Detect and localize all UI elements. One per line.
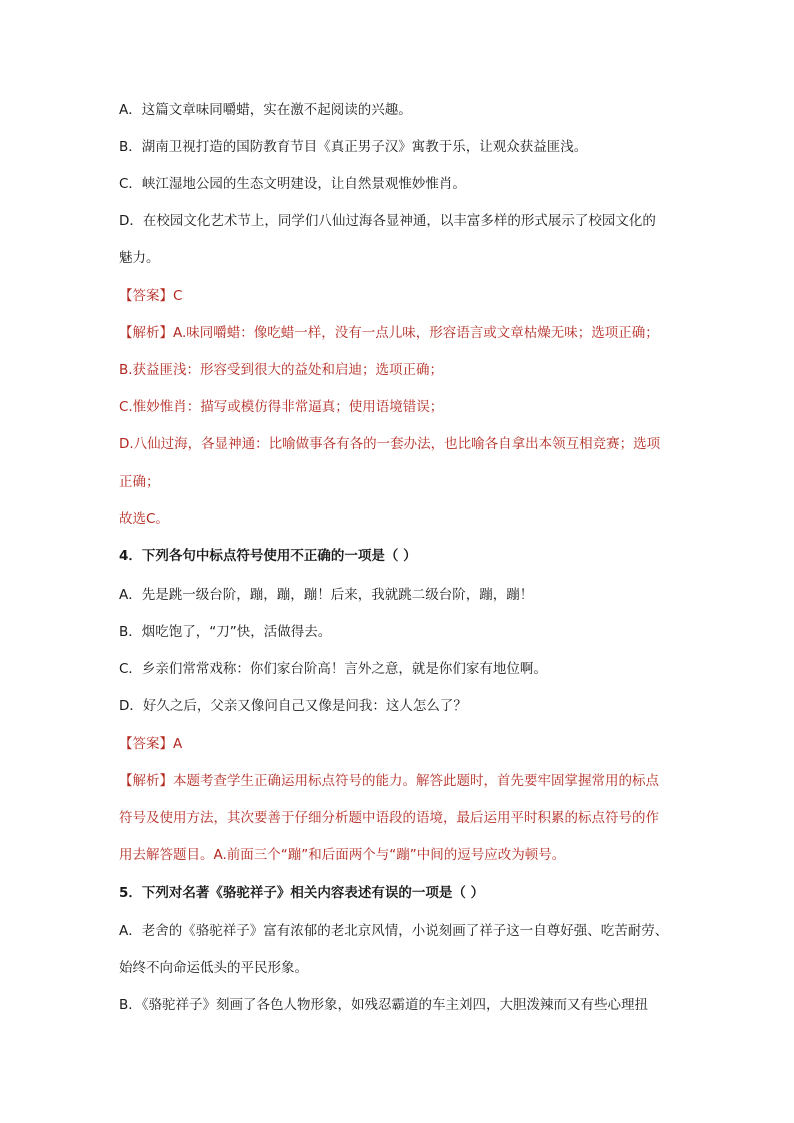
option-b-line: B．《骆驼祥子》刻画了各色人物形象，如残忍霸道的车主刘四，大胆泼辣而又有些心理扭: [119, 997, 649, 1013]
option-b-line: B．烟吃饱了，“刀”快，活做得去。: [119, 624, 332, 640]
analysis-line: 正确；: [119, 474, 160, 490]
analysis-line: 用去解答题目。A.前面三个“蹦”和后面两个与“蹦”中间的逗号应改为顿号。: [119, 847, 566, 863]
question-5-title: 5．下列对名著《骆驼祥子》相关内容表述有误的一项是（ ）: [119, 885, 485, 901]
option-a-line: A．老舍的《骆驼祥子》富有浓郁的老北京风情，小说刻画了祥子这一自尊好强、吃苦耐劳、: [119, 923, 669, 939]
option-d-line: D．好久之后，父亲又像问自己又像是问我：这人怎么了？: [119, 698, 467, 714]
analysis-line: B.获益匪浅：形容受到很大的益处和启迪；选项正确；: [119, 362, 444, 378]
analysis-conclusion: 故选C。: [119, 511, 169, 527]
answer-label: 【答案】C: [119, 288, 183, 304]
option-d-line: D．在校园文化艺术节上，同学们八仙过海各显神通，以丰富多样的形式展示了校园文化的: [119, 213, 656, 229]
option-b-line: B．湖南卫视打造的国防教育节目《真正男子汉》寓教于乐，让观众获益匪浅。: [119, 139, 588, 155]
analysis-line: 【解析】A.味同嚼蜡：像吃蜡一样，没有一点儿味，形容语言或文章枯燥无味；选项正确；: [119, 325, 659, 341]
option-d-continuation: 魅力。: [119, 250, 160, 266]
analysis-line: C.惟妙惟肖：描写或模仿得非常逼真；使用语境错误；: [119, 399, 444, 415]
analysis-line: 符号及使用方法，其次要善于仔细分析题中语段的语境，最后运用平时积累的标点符号的作: [119, 810, 659, 826]
question-4-title: 4．下列各句中标点符号使用不正确的一项是（ ）: [119, 548, 417, 564]
analysis-line: 【解析】本题考查学生正确运用标点符号的能力。解答此题时，首先要牢固掌握常用的标点: [119, 773, 659, 789]
option-c-line: C．峡江湿地公园的生态文明建设，让自然景观惟妙惟肖。: [119, 176, 466, 192]
option-c-line: C．乡亲们常常戏称：你们家台阶高！言外之意，就是你们家有地位啊。: [119, 661, 547, 677]
option-a-continuation: 始终不向命运低头的平民形象。: [119, 960, 308, 976]
analysis-line: D.八仙过海，各显神通：比喻做事各有各的一套办法，也比喻各自拿出本领互相竞赛；选项: [119, 436, 661, 452]
answer-label: 【答案】A: [119, 736, 183, 752]
option-a-line: A．先是跳一级台阶，蹦，蹦，蹦！后来，我就跳二级台阶，蹦，蹦！: [119, 587, 534, 603]
option-a-line: A．这篇文章味同嚼蜡，实在激不起阅读的兴趣。: [119, 102, 412, 118]
